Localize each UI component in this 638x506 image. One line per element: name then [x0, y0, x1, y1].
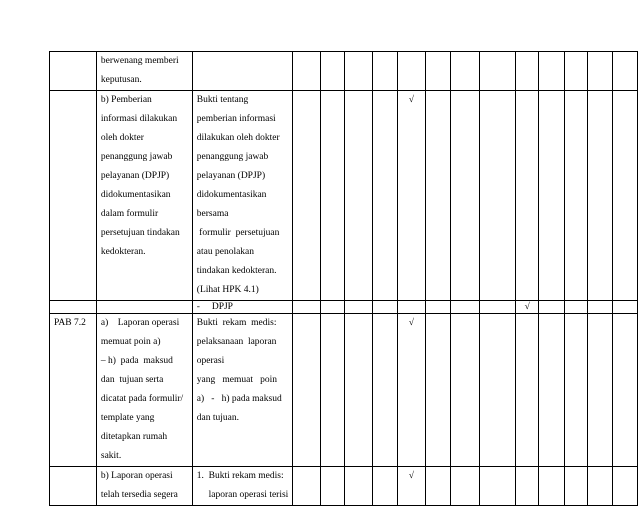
- standard-code-cell: [50, 52, 97, 91]
- standard-code-cell: [50, 301, 97, 314]
- evidence-cell: Bukti rekam medis: pelaksanaan laporan operasi yang memuat poin a) - h) pada maksud dan tujuan.: [192, 314, 293, 467]
- checkmark: √: [516, 301, 539, 314]
- table-row: [50, 314, 638, 467]
- standard-code-cell: PAB 7.2: [50, 314, 97, 467]
- evidence-cell: [192, 52, 293, 91]
- survey-table: [49, 51, 638, 506]
- evidence-cell: 1. Bukti rekam medis: laporan operasi terisi: [192, 467, 293, 506]
- checkmark: √: [398, 314, 426, 467]
- table-row: [50, 91, 638, 301]
- table-row: [50, 467, 638, 506]
- element-cell: [96, 301, 192, 314]
- evidence-cell: Bukti tentang pemberian informasi dilakukan oleh dokter penanggung jawab pelayanan (DPJP) didokumentasikan bersama formulir persetujuan atau penolakan tindakan kedokteran. (Lihat HPK 4.1): [192, 91, 293, 301]
- element-cell: b) Pemberian informasi dilakukan oleh dokter penanggung jawab pelayanan (DPJP) didokumentasikan dalam formulir persetujuan tindakan kedokteran.: [96, 91, 192, 301]
- element-cell: b) Laporan operasi telah tersedia segera: [96, 467, 192, 506]
- bullet-marker: -: [196, 302, 200, 312]
- standard-code-cell: [50, 467, 97, 506]
- checkmark: √: [398, 91, 426, 301]
- table-row: [50, 301, 638, 314]
- checkmark: √: [398, 467, 426, 506]
- element-cell: berwenang memberi keputusan.: [96, 52, 192, 91]
- element-cell: a) Laporan operasi memuat poin a) – h) pada maksud dan tujuan serta dicatat pada formulir/ template yang ditetapkan rumah sakit.: [96, 314, 192, 467]
- standard-code-cell: [50, 91, 97, 301]
- evidence-cell: - DPJP: [192, 301, 293, 314]
- table-row: [50, 52, 638, 91]
